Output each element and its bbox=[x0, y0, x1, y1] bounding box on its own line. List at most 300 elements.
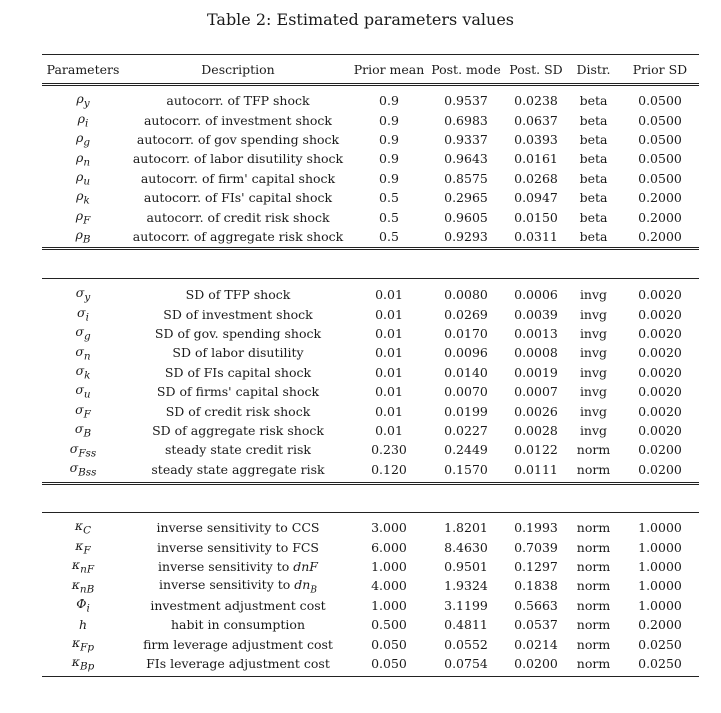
description-text: autocorr. of TFP shock bbox=[166, 93, 310, 109]
param-description bbox=[124, 227, 352, 246]
prior-mean-cell: 0.9 bbox=[379, 93, 399, 109]
param-description bbox=[124, 363, 352, 382]
post-sd-cell: 0.0006 bbox=[514, 287, 558, 303]
description-text: habit in consumption bbox=[170, 617, 305, 633]
description-text: steady state credit risk bbox=[165, 442, 311, 458]
param-symbol bbox=[42, 363, 124, 382]
post-mode-cell: 0.9501 bbox=[444, 558, 488, 574]
panel-shock-sd bbox=[42, 279, 699, 479]
prior-sd-cell: 0.0500 bbox=[638, 112, 682, 128]
description-math-subscript: B bbox=[310, 585, 317, 596]
post-mode-cell: 0.0140 bbox=[444, 364, 488, 380]
param-symbol bbox=[42, 576, 124, 595]
post-mode-cell: 1.8201 bbox=[444, 520, 488, 536]
prior-mean-cell: 0.230 bbox=[371, 442, 407, 458]
table-row bbox=[42, 130, 699, 149]
distr-cell: norm bbox=[576, 442, 611, 458]
param-description bbox=[124, 149, 352, 168]
post-mode-cell: 0.0070 bbox=[444, 384, 488, 400]
param-description bbox=[124, 557, 352, 576]
post-sd-cell: 0.0007 bbox=[514, 384, 558, 400]
panel-b-rule bbox=[42, 482, 699, 485]
post-sd-cell: 0.0311 bbox=[514, 228, 558, 244]
post-sd-cell: 0.0268 bbox=[514, 170, 558, 186]
post-sd-cell: 0.0122 bbox=[514, 442, 558, 458]
panel-a-rule bbox=[42, 247, 699, 250]
distr-cell: beta bbox=[579, 209, 608, 225]
post-sd-cell: 0.0537 bbox=[514, 617, 558, 633]
param-symbol bbox=[42, 401, 124, 420]
panel-c-bottom-rule bbox=[42, 676, 699, 677]
param-symbol bbox=[42, 91, 124, 110]
post-sd-cell: 0.5663 bbox=[514, 597, 558, 613]
table-header bbox=[42, 54, 699, 86]
prior-sd-cell: 0.2000 bbox=[638, 209, 682, 225]
prior-sd-cell: 0.0200 bbox=[638, 442, 682, 458]
post-mode-cell: 0.9293 bbox=[444, 228, 488, 244]
description-text: SD of FIs capital shock bbox=[164, 364, 312, 380]
post-sd-cell: 0.0013 bbox=[514, 325, 558, 341]
symbol-base: h bbox=[78, 617, 88, 633]
prior-sd-cell: 0.0020 bbox=[638, 384, 682, 400]
prior-mean-cell: 0.5 bbox=[379, 209, 399, 225]
post-mode-cell: 1.9324 bbox=[444, 578, 488, 594]
distr-cell: beta bbox=[579, 228, 608, 244]
symbol-base: σ bbox=[75, 363, 85, 378]
table-row bbox=[42, 227, 699, 246]
param-description bbox=[124, 401, 352, 420]
symbol-base: σ bbox=[69, 440, 79, 456]
param-description bbox=[124, 518, 352, 537]
table-row bbox=[42, 188, 699, 207]
description-text: SD of aggregate risk shock bbox=[152, 422, 324, 438]
prior-sd-cell: 0.0250 bbox=[638, 636, 682, 652]
distr-cell: invg bbox=[579, 325, 608, 341]
table-row bbox=[42, 440, 699, 459]
symbol-subscript: y bbox=[83, 97, 90, 110]
prior-sd-cell: 0.2000 bbox=[638, 228, 682, 244]
post-mode-cell: 0.0552 bbox=[444, 636, 488, 652]
prior-mean-cell: 0.9 bbox=[379, 131, 399, 147]
param-description bbox=[124, 207, 352, 226]
param-symbol bbox=[42, 518, 124, 537]
prior-mean-cell: 0.01 bbox=[375, 325, 403, 341]
symbol-subscript: nB bbox=[79, 583, 95, 596]
post-sd-cell: 0.1993 bbox=[514, 520, 558, 536]
header-prior-mean: Prior mean bbox=[353, 61, 425, 77]
prior-mean-cell: 1.000 bbox=[371, 558, 407, 574]
symbol-base: σ bbox=[75, 324, 84, 340]
symbol-base: ρ bbox=[76, 188, 84, 204]
symbol-base: σ bbox=[69, 459, 79, 475]
post-sd-cell: 0.0161 bbox=[514, 151, 558, 167]
symbol-base: σ bbox=[77, 304, 86, 320]
distr-cell: beta bbox=[579, 190, 608, 206]
header-parameters: Parameters bbox=[46, 61, 120, 77]
table-row bbox=[42, 207, 699, 226]
symbol-base: σ bbox=[75, 401, 84, 417]
symbol-subscript: u bbox=[83, 388, 91, 401]
symbol-subscript: Bp bbox=[79, 660, 95, 673]
param-description bbox=[124, 188, 352, 207]
description-text: FIs leverage adjustment cost bbox=[146, 655, 330, 671]
post-sd-cell: 0.0008 bbox=[514, 345, 558, 361]
distr-cell: beta bbox=[579, 131, 608, 147]
post-sd-cell: 0.1838 bbox=[514, 578, 558, 594]
param-description bbox=[124, 324, 352, 343]
prior-mean-cell: 0.01 bbox=[375, 422, 403, 438]
distr-cell: beta bbox=[579, 112, 608, 128]
symbol-base: κ bbox=[71, 576, 80, 592]
symbol-base: ρ bbox=[75, 227, 83, 243]
param-description bbox=[124, 110, 352, 129]
param-symbol bbox=[42, 421, 124, 440]
param-symbol bbox=[42, 110, 124, 129]
param-symbol bbox=[42, 654, 124, 673]
param-description bbox=[124, 576, 352, 595]
post-mode-cell: 0.0754 bbox=[444, 655, 488, 671]
post-sd-cell: 0.0238 bbox=[514, 93, 558, 109]
symbol-subscript: i bbox=[86, 602, 90, 615]
symbol-subscript: F bbox=[83, 214, 91, 227]
table-row bbox=[42, 324, 699, 343]
symbol-base: κ bbox=[71, 654, 80, 670]
panel-c-top-rule bbox=[42, 512, 699, 513]
description-text: autocorr. of investment shock bbox=[143, 112, 333, 128]
param-description bbox=[124, 460, 352, 479]
prior-sd-cell: 0.0020 bbox=[638, 306, 682, 322]
symbol-subscript: k bbox=[83, 194, 90, 207]
param-symbol bbox=[42, 285, 124, 304]
prior-sd-cell: 0.0250 bbox=[638, 655, 682, 671]
description-text: SD of firms' capital shock bbox=[156, 384, 320, 400]
description-text: SD of gov. spending shock bbox=[154, 325, 322, 341]
description-math: dn bbox=[294, 576, 311, 592]
param-description bbox=[124, 537, 352, 556]
post-mode-cell: 3.1199 bbox=[444, 597, 488, 613]
description-text: SD of investment shock bbox=[163, 306, 313, 322]
symbol-base: ρ bbox=[77, 110, 85, 126]
param-description bbox=[124, 304, 352, 323]
symbol-subscript: n bbox=[83, 156, 91, 169]
header-post-mode: Post. mode bbox=[431, 61, 501, 77]
param-description bbox=[124, 382, 352, 401]
description-text: SD of TFP shock bbox=[185, 287, 291, 303]
description-text: autocorr. of labor disutility shock bbox=[132, 151, 344, 167]
param-description bbox=[124, 285, 352, 304]
prior-mean-cell: 0.01 bbox=[375, 364, 403, 380]
description-text: SD of labor disutility bbox=[172, 345, 304, 361]
distr-cell: invg bbox=[579, 306, 608, 322]
prior-sd-cell: 0.0500 bbox=[638, 131, 682, 147]
param-description bbox=[124, 130, 352, 149]
prior-sd-cell: 0.0500 bbox=[638, 151, 682, 167]
prior-sd-cell: 1.0000 bbox=[638, 539, 682, 555]
symbol-base: σ bbox=[74, 421, 84, 437]
table-row bbox=[42, 634, 699, 653]
param-description bbox=[124, 615, 352, 634]
distr-cell: invg bbox=[579, 287, 608, 303]
prior-sd-cell: 0.0500 bbox=[638, 93, 682, 109]
prior-sd-cell: 0.0020 bbox=[638, 364, 682, 380]
prior-mean-cell: 0.5 bbox=[379, 228, 399, 244]
symbol-base: κ bbox=[71, 634, 81, 650]
param-symbol bbox=[42, 149, 124, 168]
symbol-subscript: y bbox=[84, 291, 91, 304]
panel-b-top-rule bbox=[42, 278, 699, 279]
description-text: autocorr. of aggregate risk shock bbox=[132, 228, 344, 244]
prior-mean-cell: 0.050 bbox=[371, 636, 407, 652]
symbol-base: σ bbox=[75, 285, 85, 301]
symbol-subscript: F bbox=[83, 544, 91, 557]
post-mode-cell: 0.4811 bbox=[444, 617, 488, 633]
table-caption: Table 2: Estimated parameters values bbox=[206, 10, 515, 29]
header-distr: Distr. bbox=[576, 61, 611, 77]
prior-sd-cell: 1.0000 bbox=[638, 520, 682, 536]
prior-sd-cell: 0.0500 bbox=[638, 170, 682, 186]
table-row bbox=[42, 537, 699, 556]
distr-cell: norm bbox=[576, 597, 611, 613]
post-mode-cell: 0.8575 bbox=[444, 170, 488, 186]
table-row bbox=[42, 343, 699, 362]
table-row bbox=[42, 110, 699, 129]
post-mode-cell: 0.2449 bbox=[444, 442, 488, 458]
prior-mean-cell: 0.9 bbox=[379, 112, 399, 128]
distr-cell: invg bbox=[579, 403, 608, 419]
symbol-subscript: Fss bbox=[78, 447, 97, 460]
distr-cell: invg bbox=[579, 384, 608, 400]
post-mode-cell: 8.4630 bbox=[444, 539, 488, 555]
header-prior-sd: Prior SD bbox=[632, 61, 688, 77]
distr-cell: beta bbox=[579, 93, 608, 109]
param-symbol bbox=[42, 188, 124, 207]
prior-sd-cell: 0.0020 bbox=[638, 422, 682, 438]
description-text: firm leverage adjustment cost bbox=[143, 636, 333, 652]
symbol-subscript: Bss bbox=[78, 466, 97, 479]
post-mode-cell: 0.0199 bbox=[444, 403, 488, 419]
param-symbol bbox=[42, 537, 124, 556]
param-description bbox=[124, 654, 352, 673]
prior-sd-cell: 0.0020 bbox=[638, 345, 682, 361]
prior-sd-cell: 0.0200 bbox=[638, 461, 682, 477]
param-symbol bbox=[42, 130, 124, 149]
table-row bbox=[42, 576, 699, 595]
post-mode-cell: 0.9605 bbox=[444, 209, 488, 225]
post-sd-cell: 0.7039 bbox=[514, 539, 558, 555]
post-sd-cell: 0.1297 bbox=[514, 558, 558, 574]
prior-mean-cell: 0.9 bbox=[379, 151, 399, 167]
symbol-subscript: i bbox=[85, 311, 89, 324]
post-sd-cell: 0.0039 bbox=[514, 306, 558, 322]
param-description bbox=[124, 343, 352, 362]
post-mode-cell: 0.9337 bbox=[444, 131, 488, 147]
description-text: inverse sensitivity to bbox=[158, 558, 294, 574]
table-row bbox=[42, 615, 699, 634]
prior-mean-cell: 0.01 bbox=[375, 384, 403, 400]
distr-cell: norm bbox=[576, 578, 611, 594]
symbol-subscript: u bbox=[83, 175, 91, 188]
post-sd-cell: 0.0947 bbox=[514, 190, 558, 206]
table-row bbox=[42, 304, 699, 323]
post-mode-cell: 0.2965 bbox=[444, 190, 488, 206]
distr-cell: norm bbox=[576, 461, 611, 477]
table-row bbox=[42, 285, 699, 304]
post-mode-cell: 0.1570 bbox=[444, 461, 488, 477]
prior-sd-cell: 1.0000 bbox=[638, 558, 682, 574]
symbol-subscript: n bbox=[83, 350, 91, 363]
param-symbol bbox=[42, 557, 124, 576]
table-row bbox=[42, 169, 699, 188]
description-text: autocorr. of gov spending shock bbox=[136, 131, 340, 147]
prior-mean-cell: 0.5 bbox=[379, 190, 399, 206]
prior-mean-cell: 0.01 bbox=[375, 345, 403, 361]
post-mode-cell: 0.0170 bbox=[444, 325, 488, 341]
symbol-base: κ bbox=[75, 537, 84, 553]
symbol-base: σ bbox=[75, 343, 84, 359]
symbol-base: ρ bbox=[75, 149, 84, 165]
param-symbol bbox=[42, 227, 124, 246]
table-row bbox=[42, 421, 699, 440]
prior-mean-cell: 0.9 bbox=[379, 170, 399, 186]
description-text: SD of credit risk shock bbox=[165, 403, 311, 419]
param-symbol bbox=[42, 207, 124, 226]
description-text: autocorr. of FIs' capital shock bbox=[143, 190, 333, 206]
symbol-subscript: C bbox=[83, 524, 92, 537]
panel-autocorrelation bbox=[42, 85, 699, 246]
symbol-base: ρ bbox=[75, 130, 84, 146]
description-math: dnF bbox=[293, 558, 318, 574]
post-sd-cell: 0.0028 bbox=[514, 422, 558, 438]
symbol-subscript: k bbox=[84, 369, 91, 382]
post-mode-cell: 0.9643 bbox=[444, 151, 488, 167]
description-text: inverse sensitivity to bbox=[159, 576, 295, 592]
description-text: investment adjustment cost bbox=[150, 597, 326, 613]
post-mode-cell: 0.0227 bbox=[444, 422, 488, 438]
post-sd-cell: 0.0150 bbox=[514, 209, 558, 225]
post-sd-cell: 0.0637 bbox=[514, 112, 558, 128]
distr-cell: norm bbox=[576, 655, 611, 671]
symbol-subscript: F bbox=[83, 408, 91, 421]
param-symbol bbox=[42, 634, 124, 653]
header-description: Description bbox=[201, 61, 275, 77]
prior-sd-cell: 0.0020 bbox=[638, 287, 682, 303]
panel-other-params bbox=[42, 512, 699, 673]
table-row bbox=[42, 460, 699, 479]
symbol-subscript: g bbox=[83, 330, 91, 343]
description-text: autocorr. of credit risk shock bbox=[146, 209, 330, 225]
prior-mean-cell: 0.500 bbox=[371, 617, 407, 633]
post-mode-cell: 0.6983 bbox=[444, 112, 488, 128]
symbol-base: ρ bbox=[75, 169, 84, 184]
distr-cell: invg bbox=[579, 364, 608, 380]
param-description bbox=[124, 596, 352, 615]
symbol-subscript: nF bbox=[80, 563, 95, 576]
table-row bbox=[42, 654, 699, 673]
param-symbol bbox=[42, 324, 124, 343]
table-row bbox=[42, 557, 699, 576]
prior-mean-cell: 4.000 bbox=[371, 578, 407, 594]
prior-mean-cell: 0.01 bbox=[375, 403, 403, 419]
symbol-subscript: i bbox=[85, 117, 89, 130]
distr-cell: norm bbox=[576, 539, 611, 555]
prior-mean-cell: 0.120 bbox=[371, 461, 407, 477]
param-symbol bbox=[42, 460, 124, 479]
prior-sd-cell: 0.2000 bbox=[638, 190, 682, 206]
param-symbol bbox=[42, 615, 124, 634]
post-mode-cell: 0.0096 bbox=[444, 345, 488, 361]
symbol-subscript: g bbox=[83, 136, 91, 149]
param-symbol bbox=[42, 382, 124, 401]
distr-cell: norm bbox=[576, 520, 611, 536]
post-sd-cell: 0.0019 bbox=[514, 364, 558, 380]
prior-mean-cell: 3.000 bbox=[371, 520, 407, 536]
prior-mean-cell: 0.01 bbox=[375, 306, 403, 322]
param-symbol bbox=[42, 440, 124, 459]
prior-sd-cell: 0.0020 bbox=[638, 403, 682, 419]
symbol-subscript: Fp bbox=[80, 641, 95, 654]
distr-cell: beta bbox=[579, 151, 608, 167]
param-description bbox=[124, 421, 352, 440]
table-row bbox=[42, 149, 699, 168]
prior-sd-cell: 1.0000 bbox=[638, 597, 682, 613]
post-sd-cell: 0.0111 bbox=[514, 461, 558, 477]
prior-sd-cell: 0.2000 bbox=[638, 617, 682, 633]
symbol-base: Φ bbox=[76, 596, 87, 611]
prior-sd-cell: 1.0000 bbox=[638, 578, 682, 594]
param-symbol bbox=[42, 596, 124, 615]
prior-mean-cell: 1.000 bbox=[371, 597, 407, 613]
prior-mean-cell: 6.000 bbox=[371, 539, 407, 555]
description-text: autocorr. of firm' capital shock bbox=[140, 170, 336, 186]
distr-cell: norm bbox=[576, 636, 611, 652]
param-symbol bbox=[42, 343, 124, 362]
table-row bbox=[42, 363, 699, 382]
post-sd-cell: 0.0393 bbox=[514, 131, 558, 147]
post-sd-cell: 0.0200 bbox=[514, 655, 558, 671]
header-post-sd: Post. SD bbox=[509, 61, 563, 77]
table-row bbox=[42, 596, 699, 615]
distr-cell: invg bbox=[579, 422, 608, 438]
symbol-base: κ bbox=[71, 557, 81, 573]
table-row bbox=[42, 518, 699, 537]
prior-mean-cell: 0.01 bbox=[375, 287, 403, 303]
symbol-base: ρ bbox=[76, 91, 84, 107]
param-description bbox=[124, 169, 352, 188]
symbol-base: κ bbox=[74, 518, 84, 534]
description-text: steady state aggregate risk bbox=[151, 461, 325, 477]
table-row bbox=[42, 401, 699, 420]
symbol-subscript: B bbox=[82, 233, 91, 246]
prior-sd-cell: 0.0020 bbox=[638, 325, 682, 341]
post-mode-cell: 0.0269 bbox=[444, 306, 488, 322]
description-text: inverse sensitivity to CCS bbox=[156, 520, 320, 536]
description-text: inverse sensitivity to FCS bbox=[156, 539, 319, 555]
distr-cell: beta bbox=[579, 170, 608, 186]
prior-mean-cell: 0.050 bbox=[371, 655, 407, 671]
param-symbol bbox=[42, 169, 124, 188]
table-row bbox=[42, 382, 699, 401]
symbol-base: σ bbox=[75, 382, 84, 398]
distr-cell: norm bbox=[576, 617, 611, 633]
symbol-base: ρ bbox=[75, 207, 84, 223]
param-symbol bbox=[42, 304, 124, 323]
symbol-subscript: B bbox=[83, 427, 92, 440]
distr-cell: invg bbox=[579, 345, 608, 361]
post-mode-cell: 0.0080 bbox=[444, 287, 488, 303]
post-mode-cell: 0.9537 bbox=[444, 93, 488, 109]
param-description bbox=[124, 91, 352, 110]
param-description bbox=[124, 634, 352, 653]
